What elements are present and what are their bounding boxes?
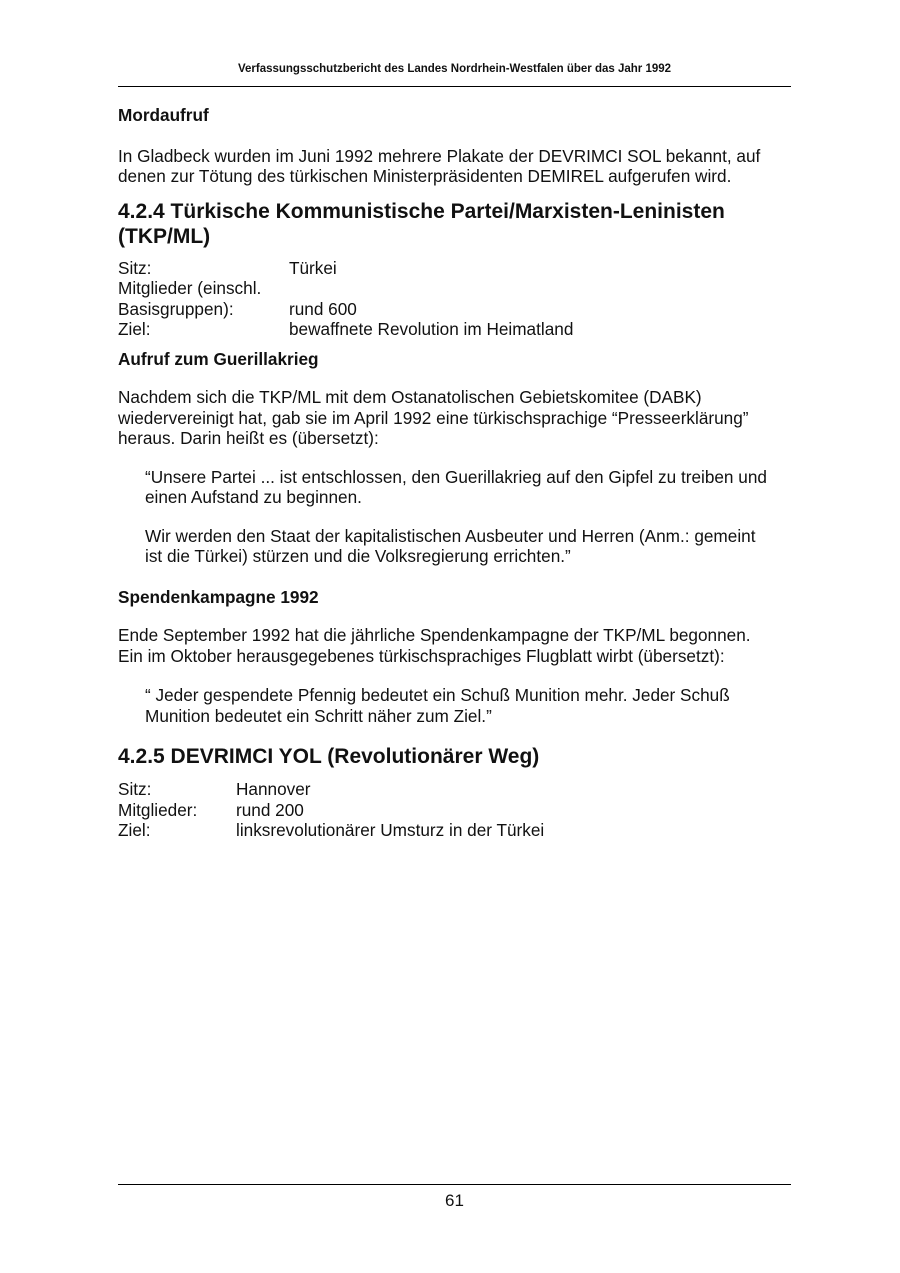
guerilla-heading: Aufruf zum Guerillakrieg bbox=[118, 348, 319, 369]
fact-row bbox=[118, 779, 544, 800]
fact-row bbox=[118, 299, 573, 320]
spenden-paragraph: Ende September 1992 hat die jährliche Spendenkampagne der TKP/ML begonnen. Ein im Oktober herausgegebenes türkischsprachiges Flugblatt wirbt (übersetzt): bbox=[118, 625, 751, 666]
fact-row bbox=[118, 820, 544, 841]
mordaufruf-heading: Mordaufruf bbox=[118, 105, 209, 125]
fact-label: Mitglieder: bbox=[118, 799, 198, 820]
fact-value: rund 200 bbox=[236, 799, 304, 820]
fact-value: Hannover bbox=[236, 779, 311, 799]
fact-value: linksrevolutionärer Umsturz in der Türkei bbox=[236, 820, 545, 840]
fact-row bbox=[118, 319, 573, 340]
page-content bbox=[118, 104, 791, 841]
fact-row bbox=[118, 800, 544, 821]
page-number: 61 bbox=[445, 1191, 464, 1210]
guerilla-paragraph: Nachdem sich die TKP/ML mit dem Ostanatolischen Gebietskomitee (DABK) wiedervereinigt hat, gab sie im April 1992 eine türkischsprachige “Presseerklärung” heraus. Darin heißt es (übersetzt): bbox=[118, 387, 749, 448]
fact-label: Sitz: bbox=[118, 779, 152, 799]
devrimci-yol-facts-table bbox=[118, 779, 544, 841]
guerilla-quote-2: Wir werden den Staat der kapitalistischen Ausbeuter und Herren (Anm.: gemeint ist die Türkei) stürzen und die Volksregierung errichten.” bbox=[145, 525, 756, 566]
running-header: Verfassungsschutzbericht des Landes Nordrhein-Westfalen über das Jahr 1992 bbox=[237, 63, 672, 75]
section-title-line1: 4.2.4 Türkische Kommunistische Partei/Marxisten-Leninisten bbox=[118, 199, 725, 223]
section-4-2-4-title bbox=[118, 199, 791, 249]
guerilla-quote-1: “Unsere Partei ... ist entschlossen, den Guerillakrieg auf den Gipfel zu treiben und einen Aufstand zu beginnen. bbox=[145, 466, 767, 507]
section-4-2-5-title: 4.2.5 DEVRIMCI YOL (Revolutionärer Weg) bbox=[118, 745, 540, 768]
footer-rule bbox=[118, 1184, 791, 1185]
fact-label: Mitglieder (einschl. bbox=[118, 278, 262, 298]
fact-value: Türkei bbox=[289, 257, 337, 278]
fact-label: Basisgruppen): bbox=[118, 298, 234, 319]
fact-value: bewaffnete Revolution im Heimatland bbox=[289, 319, 574, 339]
fact-label: Ziel: bbox=[118, 319, 151, 339]
header-rule bbox=[118, 86, 791, 87]
fact-value: rund 600 bbox=[289, 298, 357, 319]
spenden-heading: Spendenkampagne 1992 bbox=[118, 586, 319, 607]
fact-row bbox=[118, 278, 573, 299]
section-title-line2: (TKP/ML) bbox=[118, 224, 211, 248]
tkp-facts-table bbox=[118, 258, 573, 340]
fact-label: Ziel: bbox=[118, 820, 151, 840]
spenden-quote: “ Jeder gespendete Pfennig bedeutet ein Schuß Munition mehr. Jeder Schuß Munition bedeutet ein Schritt näher zum Ziel.” bbox=[145, 685, 730, 726]
fact-row bbox=[118, 258, 573, 279]
mordaufruf-paragraph: In Gladbeck wurden im Juni 1992 mehrere Plakate der DEVRIMCI SOL bekannt, auf denen zur Tötung des türkischen Ministerpräsidenten DEMIREL aufgerufen wird. bbox=[118, 145, 761, 186]
fact-value bbox=[289, 278, 573, 299]
fact-label: Sitz: bbox=[118, 257, 152, 278]
